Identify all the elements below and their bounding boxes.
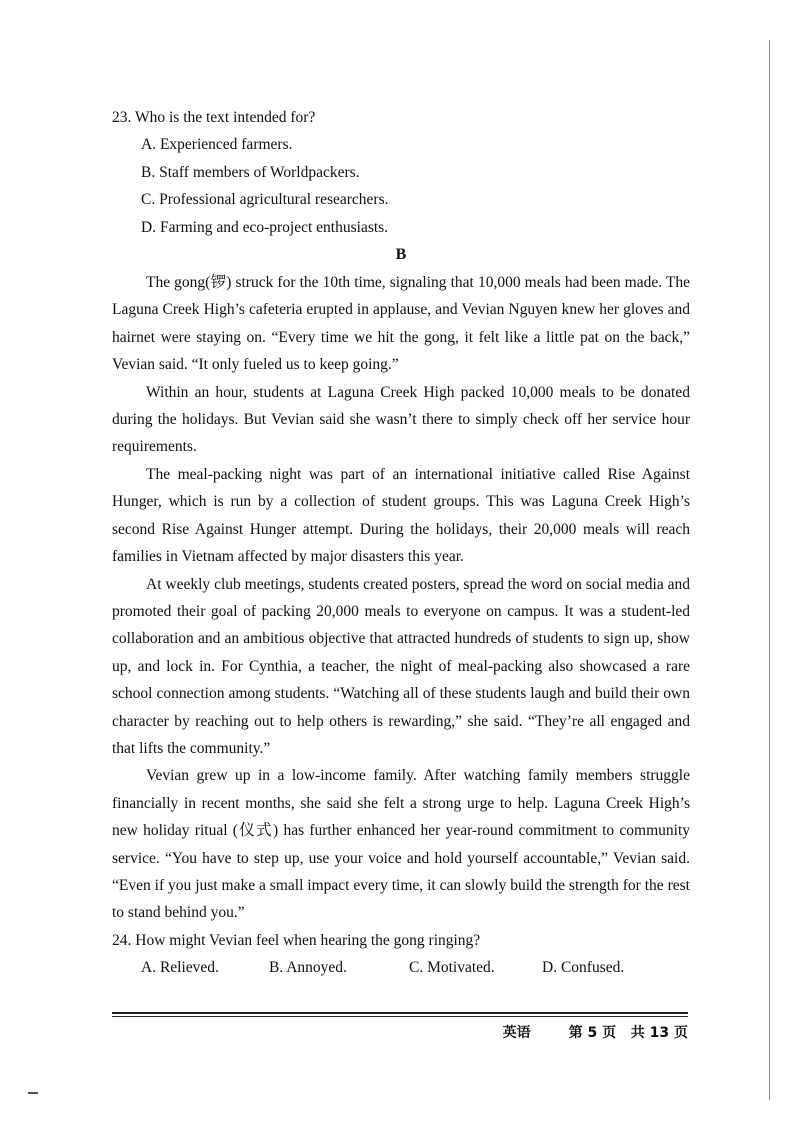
question-24-option-d: D. Confused. (542, 959, 625, 977)
question-24-option-b: B. Annoyed. (269, 959, 347, 977)
footer-divider (112, 1012, 688, 1017)
question-24-stem: 24. How might Vevian feel when hearing the gong ringing? (112, 931, 481, 949)
question-23-option-d: D. Farming and eco-project enthusiasts. (141, 218, 389, 236)
question-24-options (112, 954, 690, 981)
footer-subject: 英语 (502, 1025, 531, 1041)
passage-paragraph-5: Vevian grew up in a low-income family. After watching family members struggle financially in recent months, she said she felt a strong urge to help. Laguna Creek High’s new holiday ritual (仪式) has further enhanced her year-round commitment to community service. “You have to step up, use your voice and hold yourself accountable,” Vevian said. “Even if you just make a small impact every time, it can slowly build the strength for the rest to stand behind you.” (112, 767, 690, 922)
passage-paragraph-4: At weekly club meetings, students created posters, spread the word on social media and promoted their goal of packing 20,000 meals to everyone on campus. It was a student-led collaboration and an ambitious objective that attracted hundreds of students to sign up, show up, and lock in. For Cynthia, a teacher, the night of meal-packing also showcased a rare school connection among students. “Watching all of these students laugh and build their own character by reaching out to help others is rewarding,” she said. “They’re all engaged and that lifts the community.” (112, 575, 690, 757)
footer-page-info: 第 5 页 共 13 页 (568, 1025, 688, 1041)
question-23-option-a: A. Experienced farmers. (141, 136, 293, 154)
exam-page-body (112, 104, 690, 982)
page-footer (460, 1022, 688, 1042)
scan-edge (769, 40, 770, 1100)
question-24-option-c: C. Motivated. (409, 959, 495, 977)
question-23-option-b: B. Staff members of Worldpackers. (141, 163, 360, 181)
passage-paragraph-2: Within an hour, students at Laguna Creek High packed 10,000 meals to be donated during the holidays. But Vevian said she wasn’t there to simply check off her service hour requirements. (112, 383, 690, 456)
passage-paragraph-3: The meal-packing night was part of an international initiative called Rise Against Hunger, which is run by a collection of student groups. This was Laguna Creek High’s second Rise Against Hunger attempt. During the holidays, their 20,000 meals will reach families in Vietnam affected by major disasters this year. (112, 465, 690, 566)
section-b-title: B (395, 246, 407, 264)
scan-mark (28, 1092, 38, 1094)
passage-paragraph-1: The gong(锣) struck for the 10th time, signaling that 10,000 meals had been made. The Laguna Creek High’s cafeteria erupted in applause, and Vevian Nguyen knew her gloves and hairnet were staying on. “Every time we hit the gong, it felt like a little pat on the back,” Vevian said. “It only fueled us to keep going.” (112, 274, 690, 374)
question-23-option-c: C. Professional agricultural researchers. (141, 191, 389, 209)
question-23-stem: 23. Who is the text intended for? (112, 109, 316, 126)
question-24-option-a: A. Relieved. (141, 959, 219, 977)
